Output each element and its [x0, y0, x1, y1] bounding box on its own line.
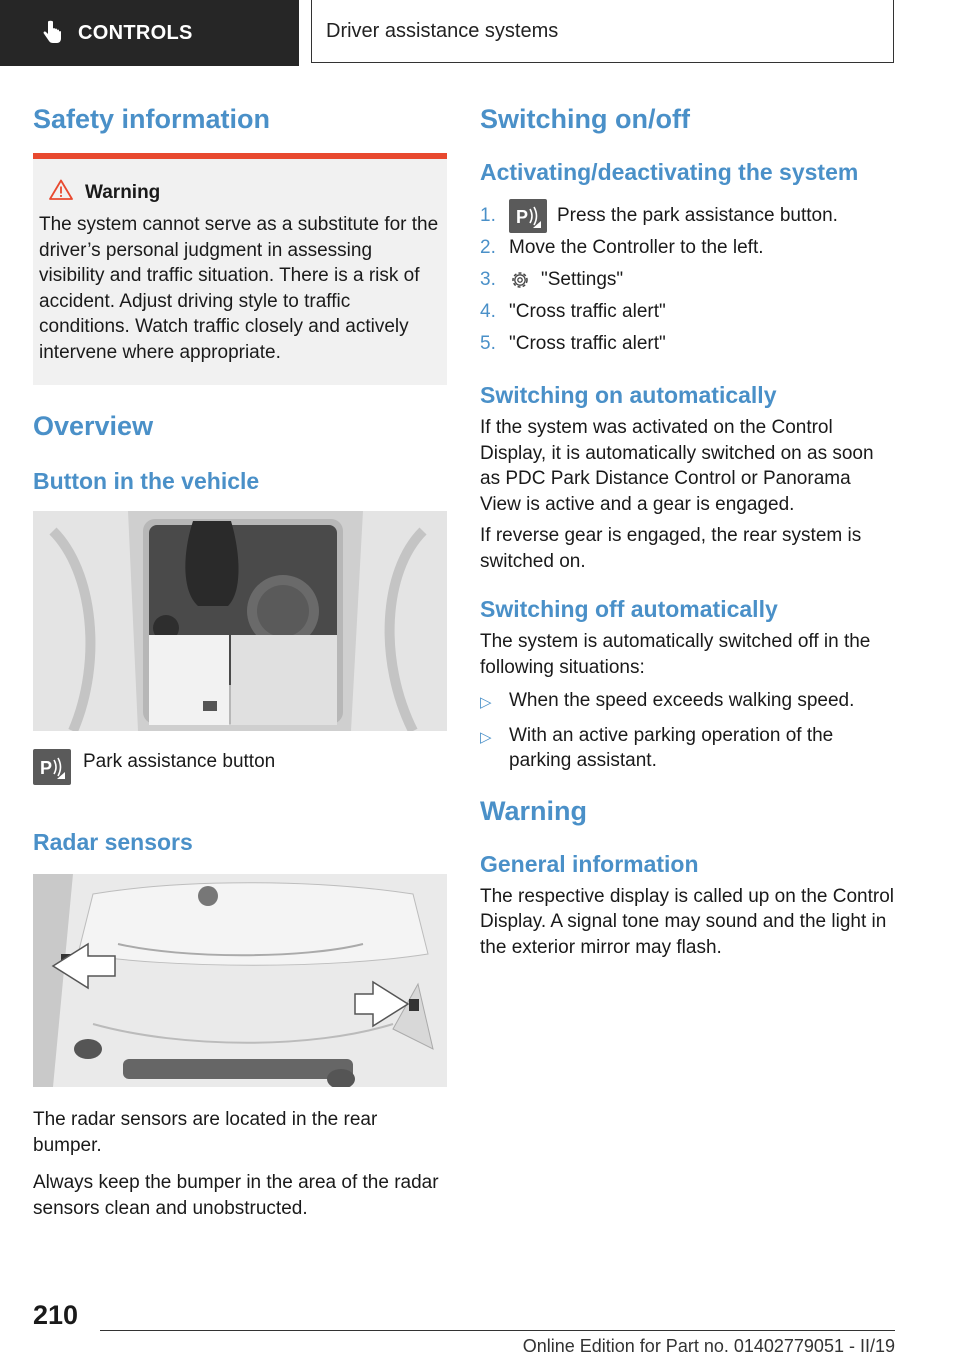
steps-list [480, 200, 895, 360]
warning-text: The system cannot serve as a substitute for the driver’s personal judgment in assessing visibility and traffic situation. There is a risk of accident. Adjust driving style to traffic conditions. Watch traffic closely and actively intervene where appropriate. [39, 214, 439, 363]
chapter-label: Driver assistance systems [326, 19, 559, 42]
svg-text:P: P [516, 207, 529, 227]
auto-on-text-2: If reverse gear is engaged, the rear system is switched on. [480, 525, 862, 572]
settings-gear-icon [509, 269, 531, 291]
hand-pointer-icon [40, 20, 78, 46]
warning-heading [49, 179, 441, 206]
svg-text:P: P [40, 758, 53, 778]
button-caption-text: Park assistance button [83, 751, 276, 772]
auto-on-text-1: If the system was activated on the Control Display, it is automatically switched on as soon as PDC Park Distance Control or Panorama View is active and a gear is engaged. [480, 417, 874, 515]
section-tab [0, 0, 299, 66]
step-text: "Cross traffic alert" [509, 301, 666, 322]
list-item: ▷ When the speed exceeds walking speed. [480, 688, 895, 716]
warning-box [33, 159, 447, 385]
warning-label: Warning [85, 181, 161, 203]
left-column [33, 98, 447, 1221]
button-caption [33, 749, 447, 785]
step-text: "Cross traffic alert" [509, 333, 666, 354]
list-item: 3. "Settings" [480, 269, 624, 290]
step-text: Press the park assistance button. [557, 205, 838, 226]
triangle-bullet-icon: ▷ [480, 694, 492, 711]
auto-off-text: The system is automatically switched off in the following situations: [480, 631, 871, 678]
auto-on-heading: Switching on automatically [480, 382, 777, 408]
radar-heading: Radar sensors [33, 829, 193, 855]
general-text: The respective display is called up on the Control Display. A signal tone may sound and the light in the exterior mirror may flash. [480, 885, 895, 958]
edition-text: Online Edition for Part no. 01402779051 - II/19 [522, 1336, 895, 1356]
general-heading: General information [480, 850, 699, 877]
park-assist-icon [33, 749, 71, 785]
right-column [480, 98, 895, 960]
triangle-bullet-icon: ▷ [480, 728, 492, 746]
page-number: 210 [33, 1300, 79, 1330]
step-text: Move the Controller to the left. [509, 237, 764, 258]
chapter-tab [311, 0, 894, 63]
list-item: 1. P Press the park assistance button. [480, 200, 895, 232]
list-item: 5. "Cross traffic alert" [480, 333, 666, 354]
section-label: CONTROLS [78, 21, 193, 44]
list-item: 4. "Cross traffic alert" [480, 301, 666, 322]
safety-heading: Safety information [33, 104, 271, 134]
footer-divider [100, 1330, 895, 1331]
auto-off-list [480, 688, 895, 774]
switching-heading: Switching on/off [480, 104, 690, 134]
overview-heading: Overview [33, 411, 154, 441]
warning-triangle-icon [49, 179, 85, 206]
park-assist-icon [509, 199, 547, 233]
center-console-photo [33, 511, 447, 731]
radar-text-1: The radar sensors are located in the rear bumper. [33, 1109, 378, 1156]
list-item: 2. Move the Controller to the left. [480, 237, 764, 258]
step-text: "Settings" [541, 269, 624, 290]
activating-heading: Activating/deactivating the system [480, 159, 859, 185]
rear-bumper-photo [33, 874, 447, 1087]
list-item: ▷ With an active parking operation of the parking assistant. [480, 723, 895, 774]
radar-text-2: Always keep the bumper in the area of the radar sensors clean and unobstructed. [33, 1172, 439, 1219]
warning-heading-main: Warning [480, 795, 587, 826]
button-heading: Button in the vehicle [33, 468, 260, 494]
auto-off-heading: Switching off automatically [480, 596, 778, 622]
